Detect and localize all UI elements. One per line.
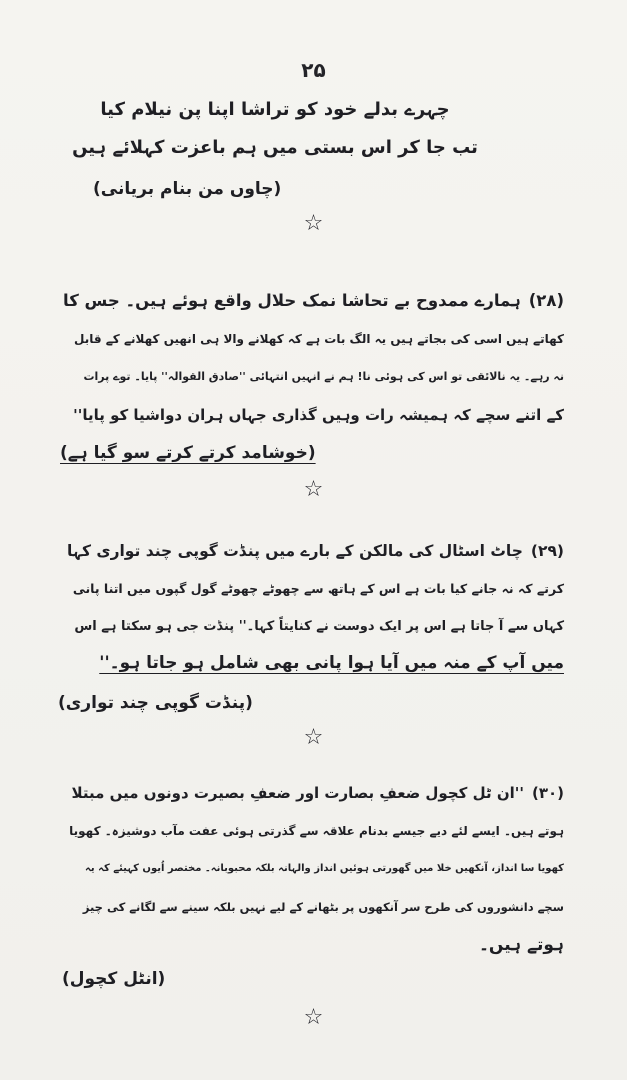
entry-28-line-4: کے اتنے سچے کہ ہمیشہ رات وہیں گذاری جہاں ہران دواشیا کو پایا'' [73, 406, 564, 424]
entry-28-line-1: (۲۸)ہمارے ممدوح بے تحاشا نمک حلال واقع ہوئے ہیں۔ جس کا [63, 291, 564, 310]
verse-line-1: چہرے بدلے خود کو تراشا اپنا پن نیلام کیا [100, 99, 450, 120]
entry-29-line-3: کہاں سے آ جاتا ہے اس پر ایک دوست نے کنایتاً کہا۔'' پنڈت جی ہو سکتا ہے اس [74, 619, 564, 634]
entry-29-line-4: میں آپ کے منہ میں آیا ہوا پانی بھی شامل ہو جاتا ہو۔'' [99, 653, 564, 673]
entry-29-line-1: (۲۹)چاٹ اسٹال کی مالکن کے بارے میں پنڈت گوپی چند تواری کہا [67, 542, 564, 560]
entry-number: (۳۰) [531, 784, 564, 802]
entry-30-attribution: (انٹل کچول) [62, 969, 166, 989]
verse-line-2: تب جا کر اس بستی میں ہم باعزت کہلائے ہیں [72, 137, 478, 158]
entry-number: (۲۸) [528, 291, 564, 310]
entry-30-line-4: سچے دانشوروں کی طرح سر آنکھوں پر بٹھانے کے لیے نہیں بلکہ سینے سے لگانے کی چیز [82, 900, 564, 914]
entry-29-line-2: کرتے کہ نہ جانے کیا بات ہے اس کے ہاتھ سے چھوٹے چھوٹے گول گپوں میں اتنا پانی [72, 581, 564, 596]
entry-30-line-5: ہوتے ہیں۔ [478, 935, 564, 955]
section-divider-star-icon: ☆ [303, 725, 324, 750]
entry-28-line-3: نہ رہے۔ یہ نالائقی تو اس کی ہوئی نا! ہم نے انہیں انتہائی ''صادق القوالہ'' پایا۔ توے پرات [83, 370, 564, 383]
section-divider-star-icon: ☆ [303, 477, 324, 502]
entry-30-line-1: (۳۰)''ان ٹل کچول ضعفِ بصارت اور ضعفِ بصیرت دونوں میں مبتلا [71, 784, 564, 802]
section-divider-star-icon: ☆ [303, 211, 324, 236]
entry-number: (۲۹) [530, 542, 564, 560]
entry-30-line-3: کھویا سا انداز، آنکھیں خلا میں گھورتی ہوئیں انداز والہانہ بلکہ محبوبانہ۔ مختصر اُیوں کہیئے کہ یہ [84, 863, 564, 874]
entry-29-attribution: (پنڈت گوپی چند تواری) [58, 693, 253, 713]
page-number: ۲۵ [301, 58, 326, 82]
section-divider-star-icon: ☆ [303, 1005, 324, 1030]
entry-28-line-2: کھاتے ہیں اسی کی بجاتے ہیں یہ الگ بات ہے کہ کھلانے والا ہی انھیں کھلانے کے قابل [74, 332, 564, 346]
entry-30-line-2: ہوتے ہیں۔ ایسے لئے دیے جیسے بدنام علاقہ سے گذرتی ہوئی عفت مآب دوشیزہ۔ کھویا [69, 824, 564, 838]
entry-28-attribution: (خوشامد کرتے کرتے سو گیا ہے) [60, 443, 316, 463]
verse-attribution: (چاوں من بنام بریانی) [93, 179, 282, 199]
